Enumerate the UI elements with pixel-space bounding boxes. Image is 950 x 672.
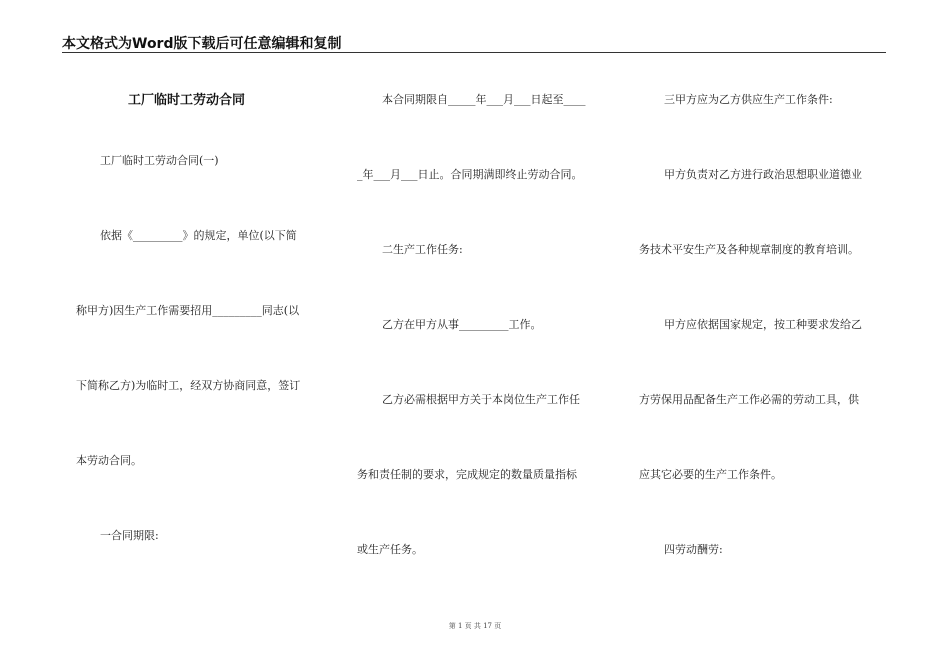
paragraph-line: 务和责任制的要求，完成规定的数量质量指标: [357, 468, 577, 481]
paragraph-line: 依据《_________》的规定，单位(以下简: [100, 229, 297, 242]
page-number: 第 1 页 共 17 页: [448, 622, 502, 630]
header-divider: [62, 52, 886, 53]
section-heading: 二生产工作任务:: [382, 243, 463, 256]
paragraph-line: 应其它必要的生产工作条件。: [639, 468, 782, 481]
paragraph-line: 下简称乙方)为临时工，经双方协商同意，签订: [76, 379, 301, 392]
paragraph-line: 或生产任务。: [357, 543, 423, 556]
document-title: 工厂临时工劳动合同: [128, 93, 246, 108]
paragraph-line: 称甲方)因生产工作需要招用_________同志(以: [76, 304, 300, 317]
paragraph-line: 本劳动合同。: [76, 454, 142, 467]
paragraph-line: 甲方应依据国家规定，按工种要求发给乙: [664, 318, 862, 331]
section-heading: 四劳动酬劳:: [664, 543, 723, 556]
paragraph-line: 乙方必需根据甲方关于本岗位生产工作任: [382, 393, 580, 406]
paragraph-line: 方劳保用品配备生产工作必需的劳动工具，供: [639, 393, 859, 406]
section-heading: 一合同期限:: [100, 529, 159, 542]
paragraph-line: 甲方负责对乙方进行政治思想职业道德业: [664, 168, 862, 181]
document-header: 本文格式为Word版下载后可任意编辑和复制: [62, 36, 342, 52]
paragraph-line: _年___月___日止。合同期满即终止劳动合同。: [357, 168, 583, 181]
paragraph-line: 本合同期限自_____年___月___日起至____: [382, 93, 586, 106]
section-heading: 三甲方应为乙方供应生产工作条件:: [664, 93, 833, 106]
paragraph-line: 务技术平安生产及各种规章制度的教育培训。: [639, 243, 859, 256]
paragraph-line: 乙方在甲方从事_________工作。: [382, 318, 542, 331]
paragraph-line: 工厂临时工劳动合同(一): [100, 154, 219, 167]
